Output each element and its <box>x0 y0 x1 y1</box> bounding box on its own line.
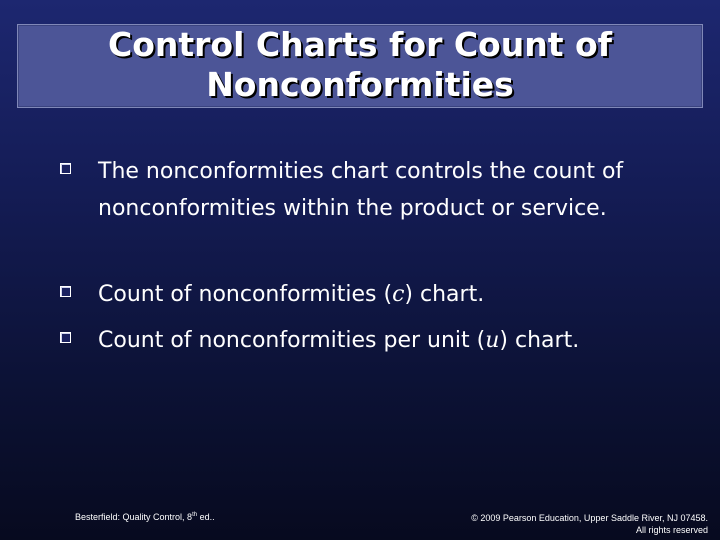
bullet-text-2-before: Count of nonconformities ( <box>98 282 393 307</box>
footer-source-suffix: ed.. <box>197 512 215 522</box>
bullet-text-3-before: Count of nonconformities per unit ( <box>98 328 486 353</box>
slide-title: Control Charts for Count of Nonconformities <box>107 25 613 104</box>
square-bullet-icon <box>60 163 71 174</box>
bullet-text-1-main: The nonconformities chart controls the count of nonconformities within the product or service. <box>98 159 624 221</box>
footer-copyright <box>471 512 708 536</box>
bullet-text-2-italic: c <box>392 282 405 307</box>
footer-source-prefix: Besterfield: Quality Control, 8 <box>75 512 193 522</box>
footer-source <box>75 512 215 522</box>
bullet-text-3-italic: u <box>485 328 500 353</box>
bullet-text-3-after: ) chart. <box>499 328 580 353</box>
footer-source-sup: th <box>192 512 198 518</box>
bullet-text-2-after: ) chart. <box>404 282 485 307</box>
square-bullet-icon <box>60 286 71 297</box>
bullet-text-3 <box>98 322 678 359</box>
square-bullet-icon <box>60 332 71 343</box>
bullet-text-2 <box>98 276 678 313</box>
footer-copyright-line1: © 2009 Pearson Education, Upper Saddle River, NJ 07458. <box>471 513 708 523</box>
footer-copyright-line2: All rights reserved <box>635 525 708 535</box>
bullet-text-1 <box>98 153 678 227</box>
